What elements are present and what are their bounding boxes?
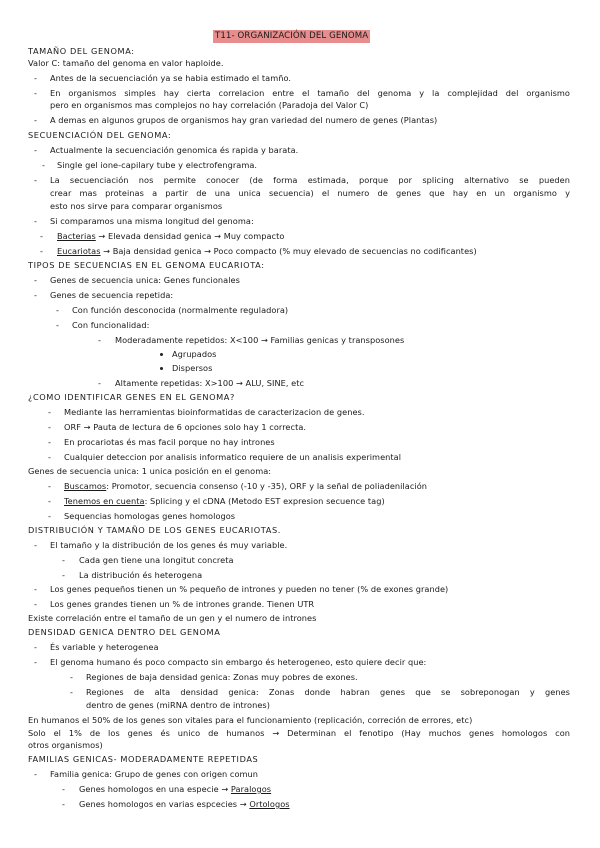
list-item-continuation: crear mas proteinas a partir de una unica secuencia) el numero de genes que hay en un organismo y <box>50 188 570 198</box>
dash-marker: - <box>48 437 51 447</box>
dash-marker: - <box>34 145 37 155</box>
list-item: És variable y heterogenea <box>50 642 159 652</box>
dash-marker: - <box>34 275 37 285</box>
dash-marker: - <box>62 799 65 809</box>
dash-marker: - <box>34 73 37 83</box>
buscamos-text: : Promotor, secuencia consenso (-10 y -35), ORF y la señal de poliadenilación <box>106 481 428 491</box>
solo-text-continuation: otros organismos) <box>28 740 103 750</box>
bacterias-label: Bacterias <box>57 231 96 241</box>
dash-marker: - <box>34 769 37 779</box>
list-item: Moderadamente repetidos: X<100 → Familias genicas y transposones <box>115 335 405 345</box>
dash-marker: - <box>34 584 37 594</box>
tenemos-text: : Splicing y el cDNA (Metodo EST expresion secuence tag) <box>144 496 385 506</box>
list-item-continuation: pero en organismos mas complejos no hay correlación (Paradoja del Valor C) <box>50 100 369 110</box>
dash-marker: - <box>34 216 37 226</box>
list-item: La distribución és heterogena <box>79 570 203 580</box>
heading-tipos: TIPOS DE SECUENCIAS EN EL GENOMA EUCARIOTA: <box>28 260 265 270</box>
list-item-continuation: esto nos sirve para comparar organismos <box>50 201 223 211</box>
dash-marker: - <box>48 407 51 417</box>
dash-marker: - <box>34 540 37 550</box>
tenemos-line <box>64 496 385 506</box>
dash-marker: - <box>70 672 73 682</box>
dash-marker: - <box>70 687 73 697</box>
list-item: Cada gen tiene una longitut concreta <box>79 555 234 565</box>
dash-marker: - <box>48 422 51 432</box>
heading-tamano: TAMAÑO DEL GENOMA: <box>28 46 135 56</box>
genes-unica-text: Genes de secuencia unica: 1 unica posición en el genoma: <box>28 466 272 476</box>
ortologos-text: Genes homologos en varias espcecies → <box>79 799 250 809</box>
list-item: Familia genica: Grupo de genes con origen comun <box>50 769 259 779</box>
list-item: Actualmente la secuenciación genomica és rapida y barata. <box>50 145 299 155</box>
paralogos-line <box>79 784 271 794</box>
list-item: Si comparamos una misma longitud del genoma: <box>50 216 254 226</box>
list-item: Altamente repetidas: X>100 → ALU, SINE, etc <box>115 378 305 388</box>
dash-marker: - <box>98 378 101 388</box>
list-item: La secuenciación nos permite conocer (de forma estimada, porque por splicing alternativo se pueden <box>50 175 570 185</box>
eucariotas-label: Eucariotas <box>57 246 101 256</box>
list-item: Los genes grandes tienen un % de intrones grande. Tienen UTR <box>50 599 315 609</box>
tenemos-label: Tenemos en cuenta <box>64 496 145 506</box>
list-item: Regiones de baja densidad genica: Zonas muy pobres de exones. <box>86 672 358 682</box>
list-item: En organismos simples hay cierta correlacion entre el tamaño del genoma y la complejidad del organismo <box>50 88 570 98</box>
correlacion-text: Existe correlación entre el tamaño de un gen y el numero de intrones <box>28 613 317 623</box>
bacterias-text: → Elevada densidad genica → Muy compacto <box>95 231 285 241</box>
dash-marker: - <box>34 599 37 609</box>
paralogos-text: Genes homologos en una especie → <box>79 784 231 794</box>
list-item: El tamaño y la distribución de los genes és muy variable. <box>50 540 288 550</box>
dash-marker: - <box>34 290 37 300</box>
list-item: Mediante las herramientas bioinformatidas de caracterizacion de genes. <box>64 407 365 417</box>
heading-distribucion: DISTRIBUCIÓN Y TAMAÑO DE LOS GENES EUCARIOTAS. <box>28 525 281 535</box>
dash-marker: - <box>34 115 37 125</box>
list-item: Los genes pequeños tienen un % pequeño de intrones y pueden no tener (% de exones grande) <box>50 584 449 594</box>
list-item: Agrupados <box>172 349 217 359</box>
paralogos-label: Paralogos <box>230 784 272 794</box>
list-item: En procariotas és mas facil porque no hay intrones <box>64 437 275 447</box>
dash-marker: - <box>56 320 59 330</box>
heading-secuenciacion: SECUENCIACIÓN DEL GENOMA: <box>28 130 172 140</box>
dash-marker: - <box>62 784 65 794</box>
dash-marker: - <box>62 570 65 580</box>
list-item: A demas en algunos grupos de organismos hay gran variedad del numero de genes (Plantas) <box>50 115 438 125</box>
list-item: Antes de la secuenciación ya se habia estimado el tamño. <box>50 73 292 83</box>
list-item: Genes de secuencia repetida: <box>50 290 174 300</box>
heading-identificar: ¿COMO IDENTIFICAR GENES EN EL GENOMA? <box>28 392 235 402</box>
bacterias-line <box>57 231 284 241</box>
valor-c-text: Valor C: tamaño del genoma en valor haploide. <box>28 58 224 68</box>
list-item: Single gel ione-capilary tube y electrofengrama. <box>57 160 258 170</box>
dash-marker: - <box>48 511 51 521</box>
dash-marker: - <box>48 496 51 506</box>
dash-marker: - <box>48 452 51 462</box>
dash-marker: - <box>62 555 65 565</box>
solo-text: Solo el 1% de los genes és unico de humanos → Determinan el fenotipo (Hay muchos genes homologos con <box>28 728 570 738</box>
ortologos-label: Ortologos <box>249 799 290 809</box>
buscamos-line <box>64 481 427 491</box>
dash-marker: - <box>40 246 43 256</box>
eucariotas-line <box>57 246 477 256</box>
list-item: Sequencias homologas genes homologos <box>64 511 236 521</box>
dash-marker: - <box>42 160 45 170</box>
humanos-text: En humanos el 50% de los genes son vitales para el funcionamiento (replicación, correción de errores, etc) <box>28 715 473 725</box>
eucariotas-text: → Baja densidad genica → Poco compacto (% muy elevado de secuencias no codificantes) <box>100 246 477 256</box>
ortologos-line <box>79 799 290 809</box>
dash-marker: - <box>34 175 37 185</box>
list-item: ORF → Pauta de lectura de 6 opciones solo hay 1 correcta. <box>64 422 307 432</box>
list-item: Genes de secuencia unica: Genes funcionales <box>50 275 240 285</box>
dash-marker: - <box>34 88 37 98</box>
dash-marker: - <box>40 231 43 241</box>
list-item: Con funcionalidad: <box>72 320 150 330</box>
dash-marker: - <box>34 657 37 667</box>
list-item: Cualquier deteccion por analisis informatico requiere de un analisis experimental <box>64 452 402 462</box>
dash-marker: - <box>34 642 37 652</box>
buscamos-label: Buscamos <box>64 481 107 491</box>
dash-marker: - <box>56 305 59 315</box>
list-item: Regiones de alta densidad genica: Zonas donde habran genes que se sobreponogan y genes <box>86 687 570 697</box>
list-item: Dispersos <box>172 363 213 373</box>
heading-densidad: DENSIDAD GENICA DENTRO DEL GENOMA <box>28 627 221 637</box>
list-item: Con función desconocida (normalmente reguladora) <box>72 305 289 315</box>
page-title: T11- ORGANIZACIÓN DEL GENOMA <box>215 31 369 41</box>
bullet-dot <box>160 367 163 370</box>
list-item-continuation: dentro de genes (miRNA dentro de intrones) <box>86 700 270 710</box>
bullet-dot <box>160 353 163 356</box>
heading-familias: FAMILIAS GENICAS- MODERADAMENTE REPETIDAS <box>28 754 259 764</box>
dash-marker: - <box>48 481 51 491</box>
list-item: El genoma humano és poco compacto sin embargo és heterogeneo, esto quiere decir que: <box>50 657 427 667</box>
dash-marker: - <box>98 335 101 345</box>
